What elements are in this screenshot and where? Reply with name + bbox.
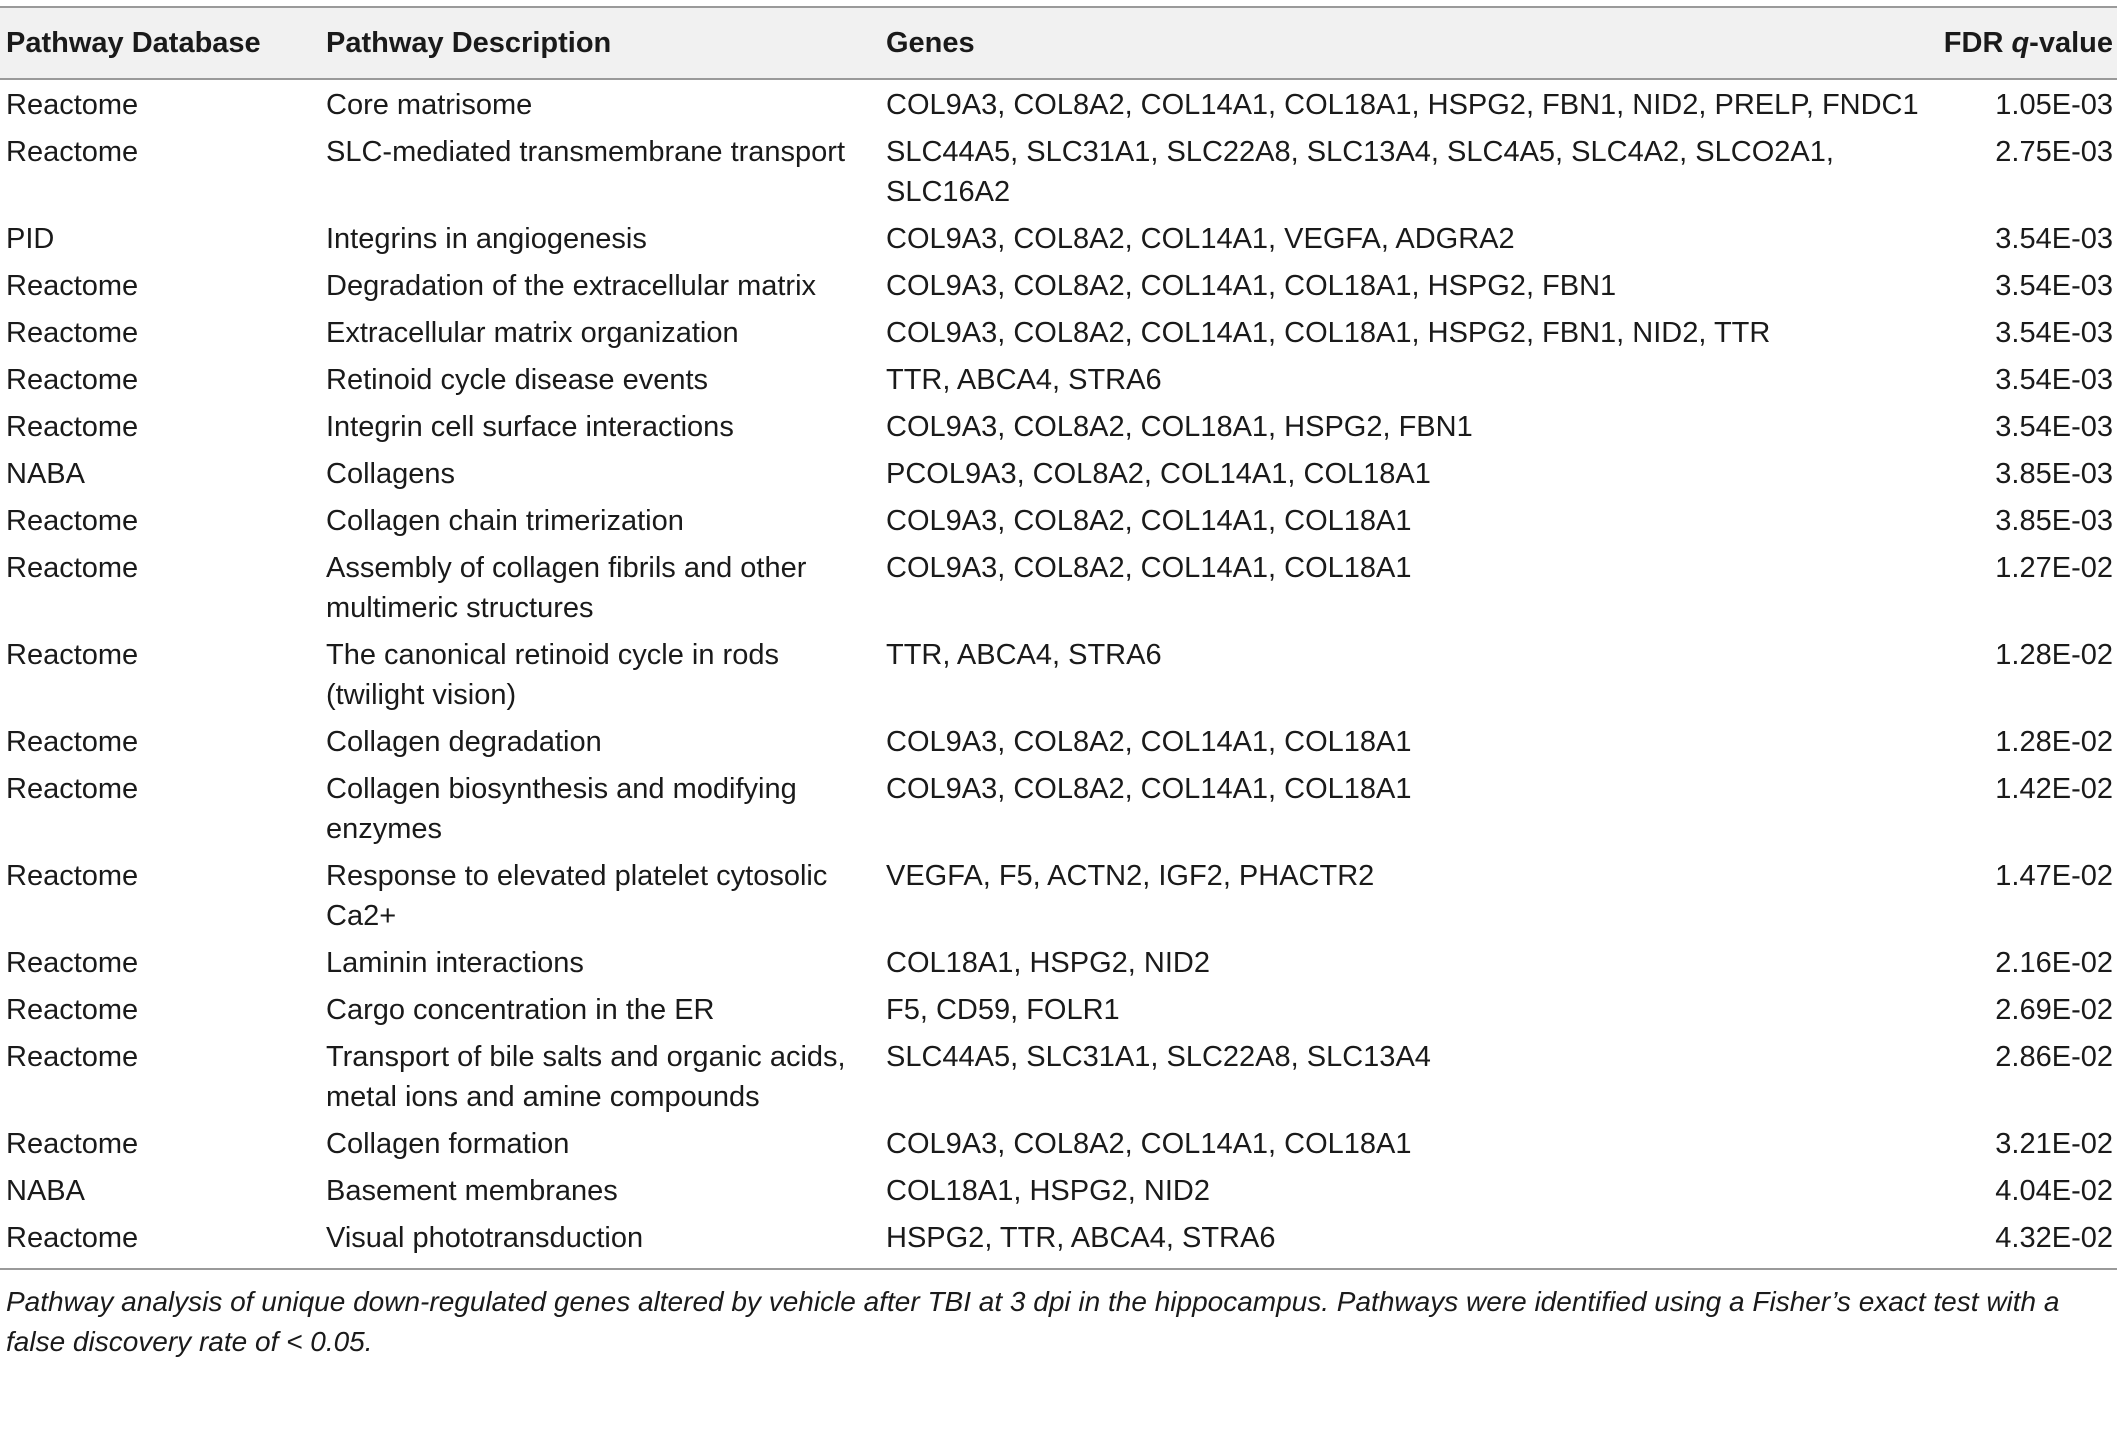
cell-fdr: 1.05E-03 bbox=[1995, 89, 2113, 121]
cell-fdr: 3.54E-03 bbox=[1995, 223, 2113, 255]
table-row bbox=[0, 851, 2117, 938]
cell-description: Visual phototransduction bbox=[320, 1213, 880, 1269]
cell-description: Collagen biosynthesis and modifying enzymes bbox=[326, 773, 797, 845]
cell-genes: COL18A1, HSPG2, NID2 bbox=[886, 947, 1210, 979]
cell-fdr: 3.85E-03 bbox=[1995, 505, 2113, 537]
cell-database: Reactome bbox=[6, 860, 139, 892]
cell-database: NABA bbox=[6, 1175, 85, 1207]
table-body bbox=[0, 79, 2117, 1269]
table-row bbox=[0, 496, 2117, 543]
cell-genes: COL9A3, COL8A2, COL14A1, COL18A1 bbox=[886, 1128, 1412, 1160]
cell-database: Reactome bbox=[6, 1041, 139, 1073]
cell-fdr: 3.54E-03 bbox=[1995, 317, 2113, 349]
table-row bbox=[0, 985, 2117, 1032]
table-row bbox=[0, 1119, 2117, 1166]
cell-description: Assembly of collagen fibrils and other multimeric structures bbox=[326, 552, 807, 624]
cell-fdr: 2.16E-02 bbox=[1995, 947, 2113, 979]
cell-genes: COL9A3, COL8A2, COL14A1, COL18A1, HSPG2, FBN1 bbox=[886, 270, 1617, 302]
cell-genes: COL9A3, COL8A2, COL14A1, VEGFA, ADGRA2 bbox=[886, 223, 1515, 255]
cell-database: NABA bbox=[6, 458, 85, 490]
cell-fdr: 2.86E-02 bbox=[1995, 1041, 2113, 1073]
table-caption: Pathway analysis of unique down-regulated genes altered by vehicle after TBI at 3 dpi in the hippocampus. Pathways were identified using a Fisher’s exact test with a false discovery rate of < 0.05. bbox=[6, 1286, 2060, 1357]
cell-description: Transport of bile salts and organic acids, metal ions and amine compounds bbox=[326, 1041, 846, 1113]
cell-database: Reactome bbox=[6, 317, 139, 349]
cell-database: Reactome bbox=[6, 505, 139, 537]
table-row bbox=[0, 79, 2117, 127]
cell-description: Collagen chain trimerization bbox=[326, 505, 684, 537]
table-row bbox=[0, 717, 2117, 764]
cell-description: The canonical retinoid cycle in rods (twilight vision) bbox=[326, 639, 779, 711]
cell-genes: COL9A3, COL8A2, COL14A1, COL18A1 bbox=[886, 505, 1412, 537]
cell-description: Integrin cell surface interactions bbox=[326, 411, 734, 443]
cell-genes: SLC44A5, SLC31A1, SLC22A8, SLC13A4, SLC4A5, SLC4A2, SLCO2A1, SLC16A2 bbox=[886, 136, 1834, 208]
table-row bbox=[0, 449, 2117, 496]
cell-description: Laminin interactions bbox=[326, 947, 584, 979]
cell-database: Reactome bbox=[6, 773, 139, 805]
cell-fdr: 1.47E-02 bbox=[1995, 860, 2113, 892]
cell-genes: COL9A3, COL8A2, COL14A1, COL18A1, HSPG2, FBN1, NID2, TTR bbox=[886, 317, 1771, 349]
cell-genes: HSPG2, TTR, ABCA4, STRA6 bbox=[880, 1213, 1920, 1269]
table-row bbox=[0, 214, 2117, 261]
cell-database: Reactome bbox=[6, 89, 139, 121]
cell-description: Basement membranes bbox=[326, 1175, 618, 1207]
cell-description: Cargo concentration in the ER bbox=[326, 994, 715, 1026]
cell-description: Collagen formation bbox=[326, 1128, 570, 1160]
cell-description: Integrins in angiogenesis bbox=[326, 223, 647, 255]
header-row bbox=[0, 7, 2117, 79]
cell-genes: COL18A1, HSPG2, NID2 bbox=[886, 1175, 1210, 1207]
table-row bbox=[0, 1032, 2117, 1119]
table-header bbox=[0, 7, 2117, 79]
cell-genes: COL9A3, COL8A2, COL14A1, COL18A1 bbox=[886, 552, 1412, 584]
cell-genes: TTR, ABCA4, STRA6 bbox=[886, 364, 1162, 396]
table-row bbox=[0, 308, 2117, 355]
table-row bbox=[0, 938, 2117, 985]
cell-fdr: 4.32E-02 bbox=[1920, 1213, 2117, 1269]
table-row bbox=[0, 1213, 2117, 1269]
cell-fdr: 4.04E-02 bbox=[1995, 1175, 2113, 1207]
header-fdr-q-value bbox=[1920, 7, 2117, 79]
cell-database: Reactome bbox=[6, 726, 139, 758]
cell-database: Reactome bbox=[6, 1128, 139, 1160]
cell-database: Reactome bbox=[6, 270, 139, 302]
table-row bbox=[0, 1166, 2117, 1213]
cell-description: Collagens bbox=[326, 458, 455, 490]
cell-genes: PCOL9A3, COL8A2, COL14A1, COL18A1 bbox=[886, 458, 1431, 490]
cell-fdr: 1.28E-02 bbox=[1995, 639, 2113, 671]
table-row bbox=[0, 630, 2117, 717]
cell-description: Core matrisome bbox=[326, 89, 533, 121]
table-row bbox=[0, 355, 2117, 402]
cell-description: Collagen degradation bbox=[326, 726, 602, 758]
cell-fdr: 3.21E-02 bbox=[1995, 1128, 2113, 1160]
cell-fdr: 3.85E-03 bbox=[1995, 458, 2113, 490]
cell-fdr: 1.28E-02 bbox=[1995, 726, 2113, 758]
cell-database: Reactome bbox=[6, 136, 139, 168]
cell-description: Response to elevated platelet cytosolic Ca2+ bbox=[326, 860, 828, 932]
cell-database: PID bbox=[6, 223, 55, 255]
cell-database: Reactome bbox=[6, 947, 139, 979]
header-fdr-suffix: -value bbox=[2029, 27, 2113, 59]
header-genes: Genes bbox=[880, 7, 1920, 79]
cell-description: Retinoid cycle disease events bbox=[326, 364, 709, 396]
cell-genes: COL9A3, COL8A2, COL14A1, COL18A1, HSPG2, FBN1, NID2, PRELP, FNDC1 bbox=[886, 89, 1919, 121]
table-row bbox=[0, 764, 2117, 851]
cell-fdr: 1.42E-02 bbox=[1995, 773, 2113, 805]
table-row bbox=[0, 543, 2117, 630]
table-row bbox=[0, 402, 2117, 449]
cell-genes: COL9A3, COL8A2, COL14A1, COL18A1 bbox=[886, 726, 1412, 758]
cell-genes: SLC44A5, SLC31A1, SLC22A8, SLC13A4 bbox=[886, 1041, 1431, 1073]
cell-genes: COL9A3, COL8A2, COL18A1, HSPG2, FBN1 bbox=[886, 411, 1473, 443]
cell-genes: TTR, ABCA4, STRA6 bbox=[886, 639, 1162, 671]
cell-database: Reactome bbox=[6, 994, 139, 1026]
header-pathway-database: Pathway Database bbox=[0, 7, 320, 79]
cell-fdr: 2.75E-03 bbox=[1995, 136, 2113, 168]
cell-database: Reactome bbox=[0, 1213, 320, 1269]
cell-genes: COL9A3, COL8A2, COL14A1, COL18A1 bbox=[886, 773, 1412, 805]
table-row bbox=[0, 127, 2117, 214]
cell-genes: F5, CD59, FOLR1 bbox=[886, 994, 1120, 1026]
cell-fdr: 1.27E-02 bbox=[1995, 552, 2113, 584]
cell-fdr: 3.54E-03 bbox=[1995, 270, 2113, 302]
cell-description: SLC-mediated transmembrane transport bbox=[326, 136, 846, 168]
cell-description: Degradation of the extracellular matrix bbox=[326, 270, 817, 302]
header-fdr-q: q bbox=[2011, 27, 2030, 59]
cell-description: Extracellular matrix organization bbox=[326, 317, 739, 349]
cell-fdr: 2.69E-02 bbox=[1995, 994, 2113, 1026]
cell-fdr: 3.54E-03 bbox=[1995, 364, 2113, 396]
cell-database: Reactome bbox=[6, 639, 139, 671]
pathway-table bbox=[0, 6, 2117, 1270]
header-fdr-prefix: FDR bbox=[1943, 27, 2012, 59]
cell-database: Reactome bbox=[6, 364, 139, 396]
cell-genes: VEGFA, F5, ACTN2, IGF2, PHACTR2 bbox=[886, 860, 1375, 892]
header-pathway-description: Pathway Description bbox=[320, 7, 880, 79]
cell-database: Reactome bbox=[6, 411, 139, 443]
table-row bbox=[0, 261, 2117, 308]
cell-database: Reactome bbox=[6, 552, 139, 584]
cell-fdr: 3.54E-03 bbox=[1995, 411, 2113, 443]
